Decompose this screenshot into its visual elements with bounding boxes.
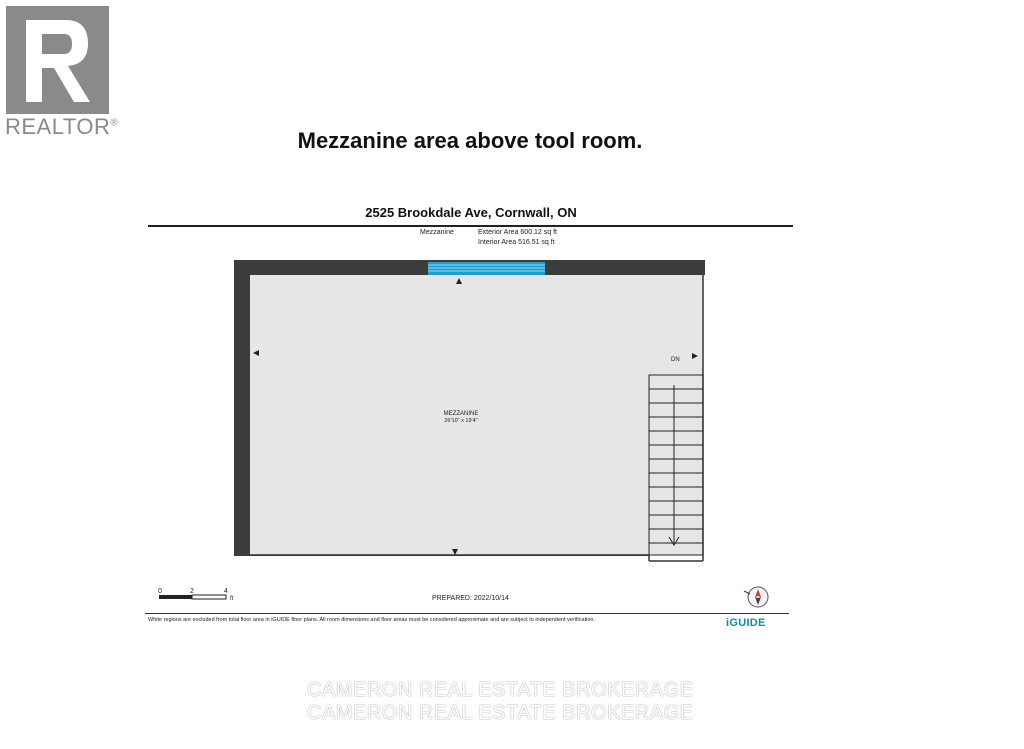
svg-text:0: 0 bbox=[158, 588, 162, 595]
svg-text:2: 2 bbox=[190, 588, 194, 595]
realtor-logo-icon bbox=[6, 6, 109, 114]
header-divider bbox=[148, 225, 793, 227]
realtor-wordmark: REALTOR® bbox=[5, 114, 119, 139]
disclaimer-text: White regions are excluded from total floor area in iGUIDE floor plans. All room dimensions and floor areas must be considered approximate and are subject to independent verification. bbox=[148, 617, 595, 623]
watermark-text: CAMERON REAL ESTATE BROKERAGE bbox=[307, 679, 694, 701]
interior-area: Interior Area 516.51 sq ft bbox=[478, 239, 555, 246]
property-address: 2525 Brookdale Ave, Cornwall, ON bbox=[365, 205, 577, 220]
prepared-date: PREPARED: 2022/10/14 bbox=[432, 595, 509, 602]
svg-text:ft: ft bbox=[230, 596, 234, 602]
scale-bar bbox=[150, 586, 250, 602]
window bbox=[428, 262, 545, 275]
area-summary bbox=[420, 228, 557, 248]
room-dimensions: 26'10" x 19'4" bbox=[444, 418, 478, 424]
watermark-text: CAMERON REAL ESTATE BROKERAGE bbox=[307, 702, 694, 724]
level-name: Mezzanine bbox=[420, 229, 454, 236]
page-title: Mezzanine area above tool room. bbox=[297, 128, 643, 153]
stair-direction-label: DN bbox=[671, 357, 680, 363]
iguide-logo: iGUIDE bbox=[726, 617, 766, 629]
floor-plan bbox=[225, 255, 715, 565]
compass-icon bbox=[742, 585, 774, 611]
exterior-area: Exterior Area 600.12 sq ft bbox=[478, 229, 557, 236]
svg-text:4: 4 bbox=[224, 588, 228, 595]
footer-divider bbox=[145, 613, 789, 614]
room-name: MEZZANINE bbox=[443, 411, 479, 417]
